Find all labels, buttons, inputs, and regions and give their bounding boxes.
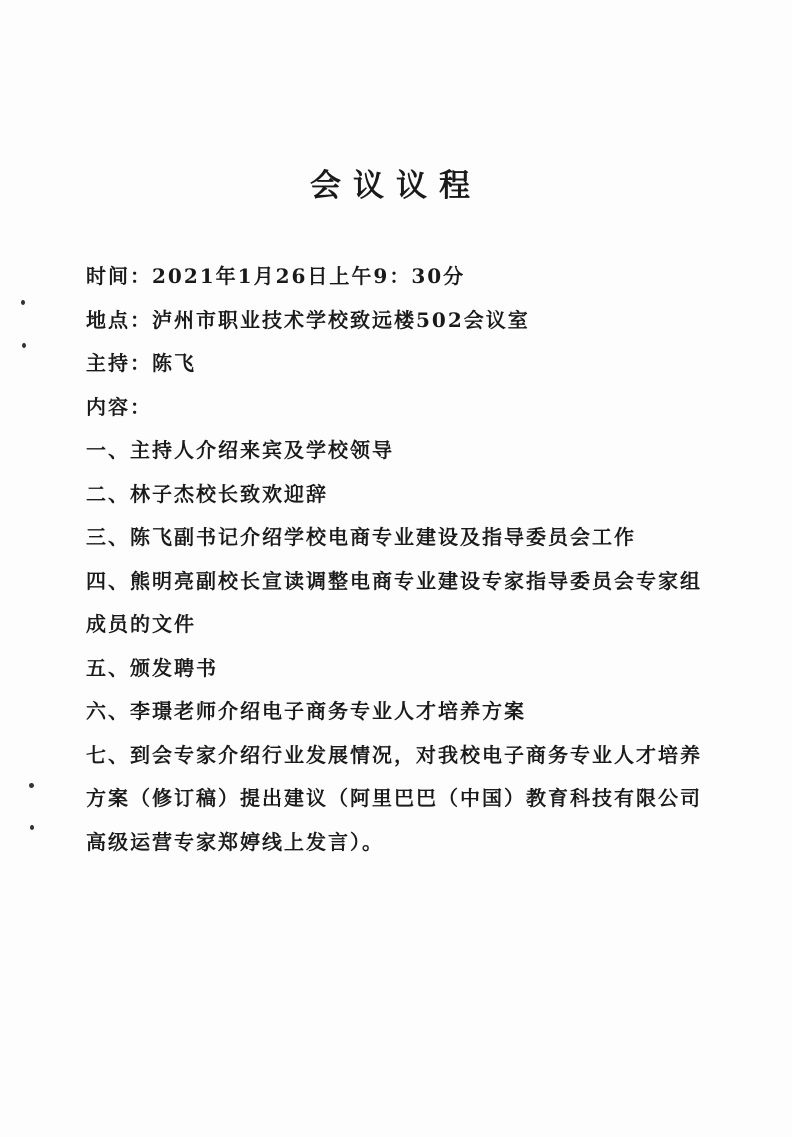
scan-speck xyxy=(22,343,26,348)
agenda-body xyxy=(86,255,746,864)
agenda-item-5: 五、颁发聘书 xyxy=(86,655,218,680)
agenda-item-6: 六、李璟老师介绍电子商务专业人才培养方案 xyxy=(86,699,526,723)
agenda-content-label: 内容： xyxy=(86,394,152,419)
agenda-item-1: 一、主持人介绍来宾及学校领导 xyxy=(86,438,394,462)
agenda-item-7-cont: 方案（修订稿）提出建议（阿里巴巴（中国）教育科技有限公司 xyxy=(86,786,702,810)
agenda-item-7: 七、到会专家介绍行业发展情况，对我校电子商务专业人才培养 xyxy=(86,742,702,767)
agenda-location: 地点：泸州市职业技术学校致远楼502会议室 xyxy=(86,307,530,332)
agenda-item-3: 三、陈飞副书记介绍学校电商专业建设及指导委员会工作 xyxy=(86,525,636,549)
document-title: 会议议程 xyxy=(310,168,482,204)
scan-speck xyxy=(30,825,34,830)
agenda-host: 主持：陈飞 xyxy=(86,351,196,375)
agenda-item-4-cont: 成员的文件 xyxy=(86,612,196,636)
agenda-time: 时间：2021年1月26日上午9：30分 xyxy=(86,264,466,288)
agenda-item-2: 二、林子杰校长致欢迎辞 xyxy=(86,481,328,506)
agenda-item-7-cont: 高级运营专家郑婷线上发言）。 xyxy=(86,829,384,854)
scan-speck xyxy=(21,300,25,305)
agenda-item-4: 四、熊明亮副校长宣读调整电商专业建设专家指导委员会专家组 xyxy=(86,568,702,593)
scan-speck xyxy=(29,783,34,788)
